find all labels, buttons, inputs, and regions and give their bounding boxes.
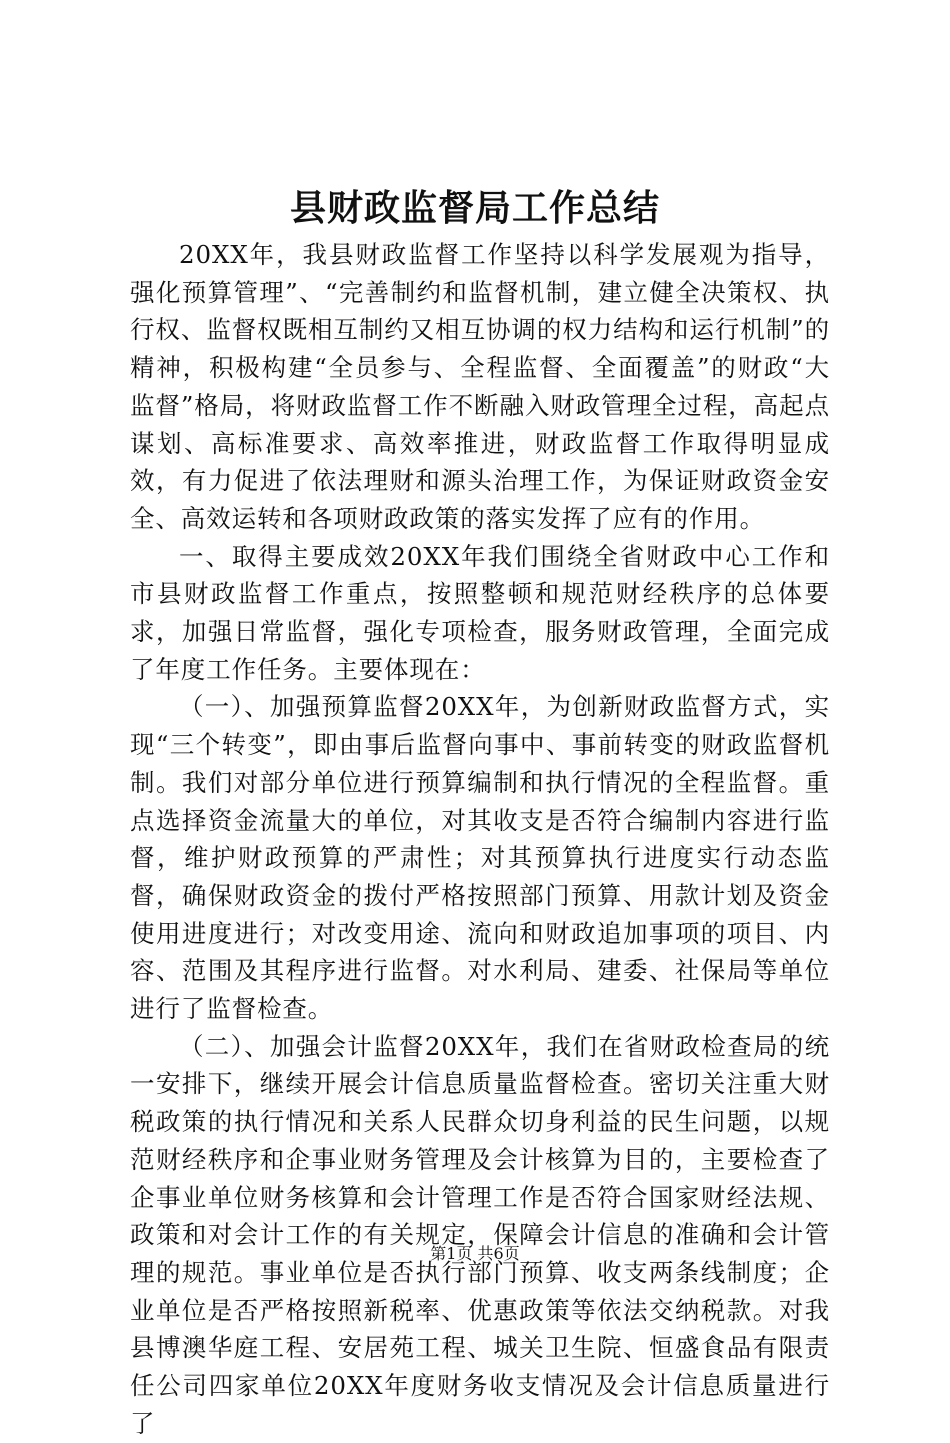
- paragraph-achievements: 一、取得主要成效20XX年我们围绕全省财政中心工作和市县财政监督工作重点，按照整顿和规范财经秩序的总体要求，加强日常监督，强化专项检查，服务财政管理，全面完成了年度工作任务。主要体现在：: [130, 541, 830, 684]
- paragraph-budget-supervision: （一）、加强预算监督20XX年，为创新财政监督方式，实现“三个转变”，即由事后监督向事中、事前转变的财政监督机制。我们对部分单位进行预算编制和执行情况的全程监督。重点选择资金流量大的单位，对其收支是否符合编制内容进行监督，维护财政预算的严肃性；对其预算执行进度实行动态监督，确保财政资金的拨付严格按照部门预算、用款计划及资金使用进度进行；对改变用途、流向和财政追加事项的项目、内容、范围及其程序进行监督。对水利局、建委、社保局等单位进行了监督检查。: [130, 692, 830, 1024]
- document-title: 县财政监督局工作总结: [289, 187, 660, 229]
- paragraph-accounting-supervision: （二）、加强会计监督20XX年，我们在省财政检查局的统一安排下，继续开展会计信息质量监督检查。密切关注重大财税政策的执行情况和关系人民群众切身利益的民生问题，以规范财经秩序和企事业财务管理及会计核算为目的，主要检查了企事业单位财务核算和会计管理工作是否符合国家财经法规、政策和对会计工作的有关规定，保障会计信息的准确和会计管理的规范。事业单位是否执行部门预算、收支两条线制度；企业单位是否严格按照新税率、优惠政策等依法交纳税款。对我县博澳华庭工程、安居苑工程、城关卫生院、恒盛食品有限责任公司四家单位20XX年度财务收支情况及会计信息质量进行了: [130, 1031, 830, 1438]
- page-footer: 第1页 共6页: [430, 1244, 520, 1263]
- paragraph-intro: 20XX年，我县财政监督工作坚持以科学发展观为指导，强化预算管理”、“完善制约和监督机制，建立健全决策权、执行权、监督权既相互制约又相互协调的权力结构和运行机制”的精神，积极构建“全员参与、全程监督、全面覆盖”的财政“大监督”格局，将财政监督工作不断融入财政管理全过程，高起点谋划、高标准要求、高效率推进，财政监督工作取得明显成效，有力促进了依法理财和源头治理工作，为保证财政资金安全、高效运转和各项财政政策的落实发挥了应有的作用。: [130, 240, 830, 533]
